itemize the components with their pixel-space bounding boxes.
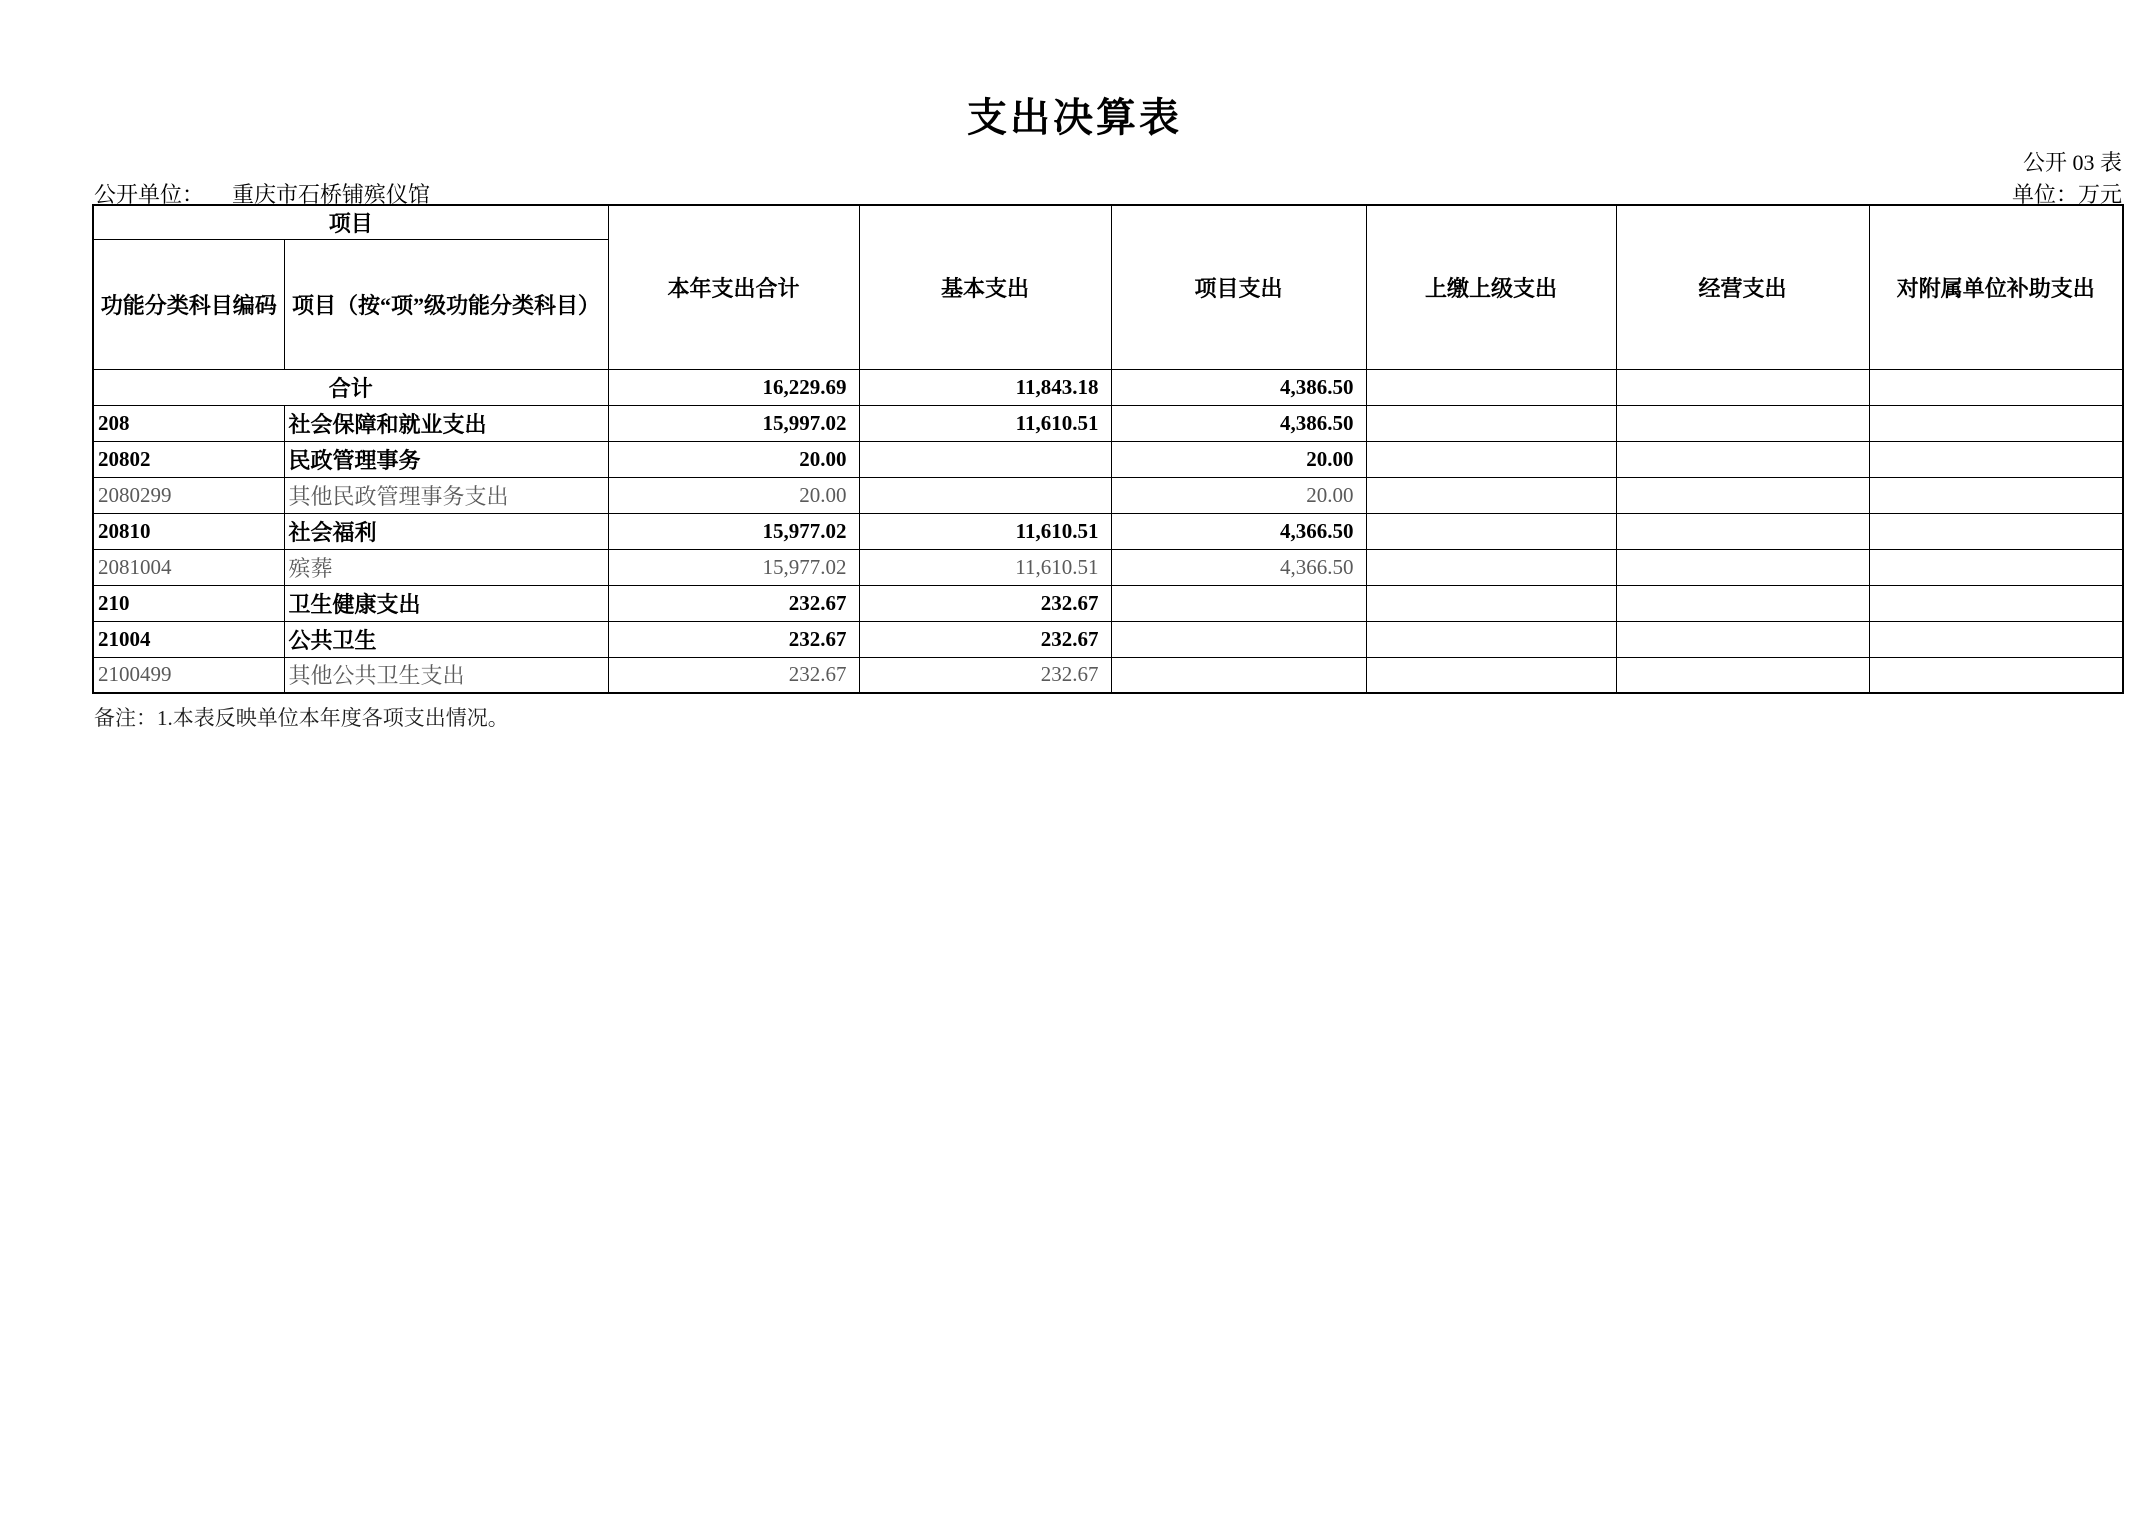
cell-total: 20.00 xyxy=(608,477,859,513)
cell-subsidy xyxy=(1869,369,2123,405)
cell-operating xyxy=(1616,513,1869,549)
cell-subsidy xyxy=(1869,477,2123,513)
form-code-label: 公开 03 表 xyxy=(2022,150,2122,175)
cell-subsidy xyxy=(1869,513,2123,549)
cell-total: 16,229.69 xyxy=(608,369,859,405)
cell-code: 20802 xyxy=(93,441,284,477)
header-upper: 上缴上级支出 xyxy=(1366,205,1616,369)
table-row xyxy=(93,405,2123,441)
cell-basic: 11,610.51 xyxy=(859,549,1111,585)
cell-code: 2100499 xyxy=(93,657,284,693)
cell-project: 4,386.50 xyxy=(1111,369,1366,405)
cell-basic: 232.67 xyxy=(859,657,1111,693)
cell-code: 20810 xyxy=(93,513,284,549)
cell-basic: 11,610.51 xyxy=(859,405,1111,441)
cell-upper xyxy=(1366,513,1616,549)
cell-total: 20.00 xyxy=(608,441,859,477)
table-row xyxy=(93,441,2123,477)
cell-item: 公共卫生 xyxy=(284,621,608,657)
cell-basic xyxy=(859,477,1111,513)
table-body xyxy=(93,369,2123,693)
cell-project: 20.00 xyxy=(1111,477,1366,513)
cell-operating xyxy=(1616,441,1869,477)
cell-basic xyxy=(859,441,1111,477)
cell-item: 社会福利 xyxy=(284,513,608,549)
cell-project: 4,366.50 xyxy=(1111,513,1366,549)
cell-total: 232.67 xyxy=(608,621,859,657)
header-basic: 基本支出 xyxy=(859,205,1111,369)
cell-upper xyxy=(1366,441,1616,477)
page-title: 支出决算表 xyxy=(967,95,1182,140)
table-row xyxy=(93,513,2123,549)
currency-unit-label: 单位：万元 xyxy=(2011,182,2122,207)
cell-total: 15,977.02 xyxy=(608,513,859,549)
cell-subsidy xyxy=(1869,549,2123,585)
cell-operating xyxy=(1616,621,1869,657)
cell-operating xyxy=(1616,585,1869,621)
cell-basic: 232.67 xyxy=(859,621,1111,657)
publishing-unit-name: 重庆市石桥铺殡仪馆 xyxy=(232,182,431,207)
header-item: 项目（按“项”级功能分类科目） xyxy=(284,239,608,369)
table-row xyxy=(93,657,2123,693)
cell-code: 2080299 xyxy=(93,477,284,513)
expenditure-table xyxy=(92,204,2124,694)
cell-upper xyxy=(1366,657,1616,693)
header-subsidy: 对附属单位补助支出 xyxy=(1869,205,2123,369)
cell-operating xyxy=(1616,657,1869,693)
cell-subsidy xyxy=(1869,621,2123,657)
cell-code: 2081004 xyxy=(93,549,284,585)
cell-item: 合计 xyxy=(93,369,608,405)
cell-operating xyxy=(1616,477,1869,513)
cell-subsidy xyxy=(1869,657,2123,693)
footnote: 备注：1.本表反映单位本年度各项支出情况。 xyxy=(94,706,509,730)
cell-code: 208 xyxy=(93,405,284,441)
cell-code: 210 xyxy=(93,585,284,621)
table-row xyxy=(93,621,2123,657)
cell-upper xyxy=(1366,477,1616,513)
header-operating: 经营支出 xyxy=(1616,205,1869,369)
cell-upper xyxy=(1366,585,1616,621)
cell-item: 卫生健康支出 xyxy=(284,585,608,621)
cell-project xyxy=(1111,657,1366,693)
cell-subsidy xyxy=(1869,405,2123,441)
cell-project xyxy=(1111,585,1366,621)
header-project-exp: 项目支出 xyxy=(1111,205,1366,369)
cell-operating xyxy=(1616,549,1869,585)
header-code: 功能分类科目编码 xyxy=(93,239,284,369)
cell-total: 15,997.02 xyxy=(608,405,859,441)
cell-project: 20.00 xyxy=(1111,441,1366,477)
cell-total: 232.67 xyxy=(608,585,859,621)
header-row-project xyxy=(93,205,2123,239)
cell-project xyxy=(1111,621,1366,657)
cell-item: 民政管理事务 xyxy=(284,441,608,477)
cell-operating xyxy=(1616,369,1869,405)
cell-item: 其他民政管理事务支出 xyxy=(284,477,608,513)
cell-project: 4,366.50 xyxy=(1111,549,1366,585)
table-row xyxy=(93,477,2123,513)
cell-basic: 232.67 xyxy=(859,585,1111,621)
cell-code: 21004 xyxy=(93,621,284,657)
cell-project: 4,386.50 xyxy=(1111,405,1366,441)
table-row xyxy=(93,585,2123,621)
cell-subsidy xyxy=(1869,441,2123,477)
cell-item: 殡葬 xyxy=(284,549,608,585)
cell-upper xyxy=(1366,405,1616,441)
header-total: 本年支出合计 xyxy=(608,205,859,369)
cell-operating xyxy=(1616,405,1869,441)
cell-upper xyxy=(1366,369,1616,405)
header-project-group: 项目 xyxy=(93,205,608,239)
cell-subsidy xyxy=(1869,585,2123,621)
cell-upper xyxy=(1366,621,1616,657)
cell-item: 社会保障和就业支出 xyxy=(284,405,608,441)
cell-total: 232.67 xyxy=(608,657,859,693)
cell-item: 其他公共卫生支出 xyxy=(284,657,608,693)
table-row xyxy=(93,549,2123,585)
cell-basic: 11,843.18 xyxy=(859,369,1111,405)
cell-total: 15,977.02 xyxy=(608,549,859,585)
cell-upper xyxy=(1366,549,1616,585)
publishing-unit-label: 公开单位： xyxy=(94,182,205,207)
table-row xyxy=(93,369,2123,405)
cell-basic: 11,610.51 xyxy=(859,513,1111,549)
